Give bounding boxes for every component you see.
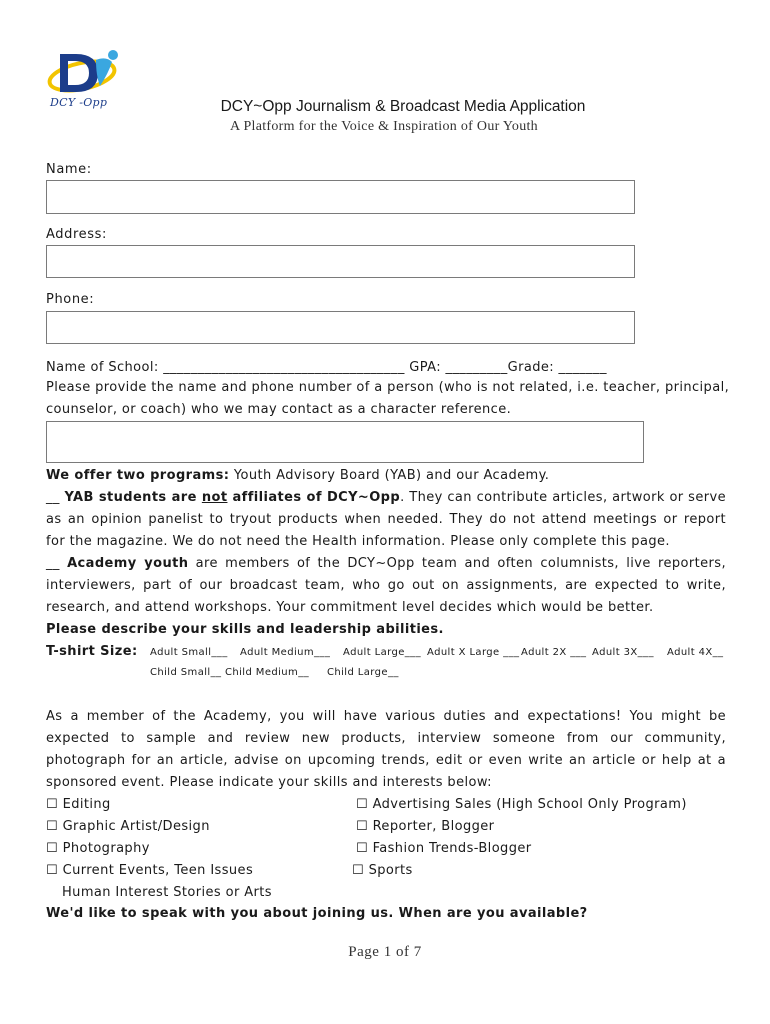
tshirt-adult-medium[interactable]: Adult Medium___: [240, 647, 331, 658]
tshirt-child-medium[interactable]: Child Medium__: [225, 667, 309, 678]
academy-bold: Academy youth: [67, 556, 189, 571]
tshirt-adult-2x[interactable]: Adult 2X ___: [521, 647, 587, 658]
logo-mark-icon: [46, 46, 124, 98]
interest-human-interest: Human Interest Stories or Arts: [62, 885, 272, 900]
logo-text: DCY -Opp: [50, 96, 108, 109]
tshirt-adult-large[interactable]: Adult Large___: [343, 647, 421, 658]
academy-checkbox-blank[interactable]: __: [46, 556, 68, 571]
yab-underline: not: [201, 490, 228, 505]
tshirt-child-large[interactable]: Child Large__: [327, 667, 399, 678]
yab-checkbox-blank[interactable]: __: [46, 490, 65, 505]
footer-prefix: Page: [348, 944, 384, 960]
school-line: Name of School: ___________________________________ GPA: _________Grade: _______: [46, 360, 607, 375]
interest-current-events[interactable]: ☐ Current Events, Teen Issues: [46, 863, 254, 878]
academy-description-line3: research, and attend workshops. Your commitment level decides which would be better.: [46, 600, 654, 615]
programs-intro-bold: We offer two programs:: [46, 468, 230, 483]
name-label: Name:: [46, 162, 92, 177]
interest-editing[interactable]: ☐ Editing: [46, 797, 111, 812]
tshirt-adult-small[interactable]: Adult Small___: [150, 647, 228, 658]
academy-description-line2: interviewers, part of our broadcast team, who go out on assignments, are expected to write,: [46, 578, 726, 593]
tshirt-adult-3x[interactable]: Adult 3X___: [592, 647, 654, 658]
tshirt-adult-4x[interactable]: Adult 4X__: [667, 647, 724, 658]
yab-description-line3: for the magazine. We do not need the Health information. Please only complete this page.: [46, 534, 670, 549]
academy-paragraph-line2: expected to sample and review new products, interview someone from our community,: [46, 731, 726, 746]
yab-description-line1: [46, 487, 726, 509]
academy-paragraph-line3: photograph for an article, advise on upcoming trends, edit or even write an article or help at a: [46, 753, 726, 768]
interest-advertising-sales[interactable]: ☐ Advertising Sales (High School Only Program): [356, 797, 687, 812]
footer-total-pages: 7: [413, 944, 422, 960]
skills-prompt: [46, 619, 726, 641]
interest-graphic-artist[interactable]: ☐ Graphic Artist/Design: [46, 819, 210, 834]
phone-label: Phone:: [46, 292, 95, 307]
footer-middle: of: [391, 944, 414, 960]
academy-paragraph-line1: As a member of the Academy, you will have various duties and expectations! You might be: [46, 709, 726, 724]
phone-field[interactable]: [46, 311, 635, 344]
tshirt-child-small[interactable]: Child Small__: [150, 667, 222, 678]
tshirt-label: [46, 641, 146, 663]
interest-photography[interactable]: ☐ Photography: [46, 841, 150, 856]
page-footer: [0, 944, 770, 961]
academy-rest: are members of the DCY~Opp team and often columnists, live reporters,: [188, 556, 726, 571]
yab-bold-1: YAB students are: [64, 490, 202, 505]
reference-text-line1: Please provide the name and phone number of a person (who is not related, i.e. teacher, principal,: [46, 380, 730, 395]
address-field[interactable]: [46, 245, 635, 278]
programs-intro: [46, 465, 726, 487]
address-label: Address:: [46, 227, 107, 242]
availability-prompt-text: We'd like to speak with you about joining us. When are you available?: [46, 906, 588, 921]
interest-reporter-blogger[interactable]: ☐ Reporter, Blogger: [356, 819, 495, 834]
page-title: DCY~Opp Journalism & Broadcast Media Application: [220, 98, 586, 115]
yab-description-line2: as an opinion panelist to tryout products when needed. They do not attend meetings or report: [46, 512, 726, 527]
yab-bold-2: affiliates of DCY~Opp: [227, 490, 401, 505]
academy-description-line1: [46, 553, 726, 575]
skills-prompt-text: Please describe your skills and leadership abilities.: [46, 622, 444, 637]
programs-intro-rest: Youth Advisory Board (YAB) and our Academy.: [229, 468, 550, 483]
academy-paragraph-line4: sponsored event. Please indicate your skills and interests below:: [46, 775, 492, 790]
page-subtitle: A Platform for the Voice & Inspiration of Our Youth: [230, 119, 538, 134]
reference-field[interactable]: [46, 421, 644, 463]
availability-prompt: [46, 903, 726, 925]
tshirt-adult-xlarge[interactable]: Adult X Large ___: [427, 647, 520, 658]
reference-text-line2: counselor, or coach) who we may contact as a character reference.: [46, 402, 512, 417]
interest-fashion-trends[interactable]: ☐ Fashion Trends-Blogger: [356, 841, 532, 856]
interest-sports[interactable]: ☐ Sports: [352, 863, 413, 878]
name-field[interactable]: [46, 180, 635, 214]
footer-current-page: 1: [383, 944, 392, 960]
yab-rest: . They can contribute articles, artwork or serve: [400, 490, 726, 505]
tshirt-label-text: T-shirt Size:: [46, 644, 138, 659]
